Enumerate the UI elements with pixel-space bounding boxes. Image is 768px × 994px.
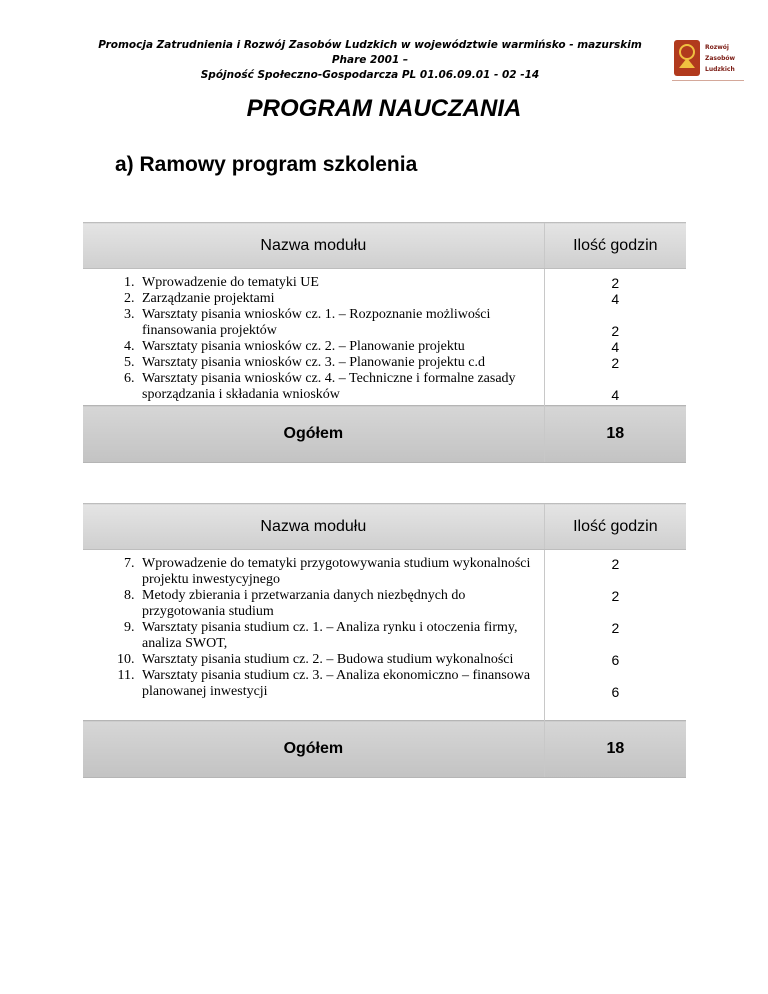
logo-text-2: Zasobów bbox=[705, 55, 736, 62]
table-header-row bbox=[83, 223, 686, 269]
module-item: 8. Metody zbierania i przetwarzania danych niezbędnych do przygotowania studium bbox=[138, 588, 538, 620]
module-item: 5. Warsztaty pisania wniosków cz. 3. – Planowanie projektu c.d bbox=[138, 355, 538, 371]
header-line-1: Promocja Zatrudnienia i Rozwój Zasobów Ludzkich w województwie warmińsko - mazurskim Phare 2001 – bbox=[98, 39, 642, 66]
table-header-row bbox=[83, 504, 686, 550]
hours-value: 4 bbox=[611, 291, 620, 307]
total-row bbox=[83, 721, 686, 778]
total-label: Ogółem bbox=[83, 406, 544, 463]
hours-value: 2 bbox=[611, 556, 620, 572]
total-label: Ogółem bbox=[83, 721, 544, 778]
hours-value: 2 bbox=[611, 620, 620, 636]
module-item: 4. Warsztaty pisania wniosków cz. 2. – Planowanie projektu bbox=[138, 339, 538, 355]
logo-underline bbox=[672, 79, 744, 82]
module-item: 3. Warsztaty pisania wniosków cz. 1. – Rozpoznanie możliwości finansowania projektów bbox=[138, 307, 538, 339]
hours-value: 2 bbox=[611, 323, 620, 339]
table-body-row bbox=[83, 550, 686, 721]
hours-value: 4 bbox=[611, 339, 620, 355]
module-list bbox=[83, 275, 538, 403]
hours-value: 6 bbox=[611, 684, 620, 700]
module-table-2 bbox=[83, 503, 686, 778]
section-heading: a) Ramowy program szkolenia bbox=[115, 153, 418, 176]
table-body-row bbox=[83, 269, 686, 406]
column-header-module-name: Nazwa modułu bbox=[83, 223, 544, 269]
header-line-2: Spójność Społeczno-Gospodarcza PL 01.06.09.01 - 02 -14 bbox=[200, 69, 540, 81]
column-header-module-name: Nazwa modułu bbox=[83, 504, 544, 550]
hours-value: 6 bbox=[611, 652, 620, 668]
logo-text-3: Ludzkich bbox=[705, 66, 735, 73]
total-value: 18 bbox=[544, 721, 686, 778]
rozwoj-zasobow-ludzkich-logo bbox=[672, 38, 744, 84]
module-item: 6. Warsztaty pisania wniosków cz. 4. – Techniczne i formalne zasady sporządzania i składania wniosków bbox=[138, 371, 538, 403]
logo-text-1: Rozwój bbox=[705, 44, 729, 51]
module-item: 10. Warsztaty pisania studium cz. 2. – Budowa studium wykonalności bbox=[138, 652, 538, 668]
total-row bbox=[83, 406, 686, 463]
module-list bbox=[83, 556, 538, 700]
hours-value: 2 bbox=[611, 588, 620, 604]
module-item: 7. Wprowadzenie do tematyki przygotowywania studium wykonalności projektu inwestycyjnego bbox=[138, 556, 538, 588]
column-header-hours: Ilość godzin bbox=[544, 223, 686, 269]
hours-value: 2 bbox=[611, 355, 620, 371]
document-header bbox=[90, 38, 650, 83]
hours-value: 4 bbox=[611, 387, 620, 403]
module-table-1 bbox=[83, 222, 686, 463]
module-item: 1. Wprowadzenie do tematyki UE bbox=[138, 275, 538, 291]
page-title: PROGRAM NAUCZANIA bbox=[246, 95, 522, 122]
module-item: 11. Warsztaty pisania studium cz. 3. – Analiza ekonomiczno – finansowa planowanej inwestycji bbox=[138, 668, 538, 700]
hours-value: 2 bbox=[611, 275, 620, 291]
column-header-hours: Ilość godzin bbox=[544, 504, 686, 550]
module-item: 2. Zarządzanie projektami bbox=[138, 291, 538, 307]
total-value: 18 bbox=[544, 406, 686, 463]
module-item: 9. Warsztaty pisania studium cz. 1. – Analiza rynku i otoczenia firmy, analiza SWOT, bbox=[138, 620, 538, 652]
